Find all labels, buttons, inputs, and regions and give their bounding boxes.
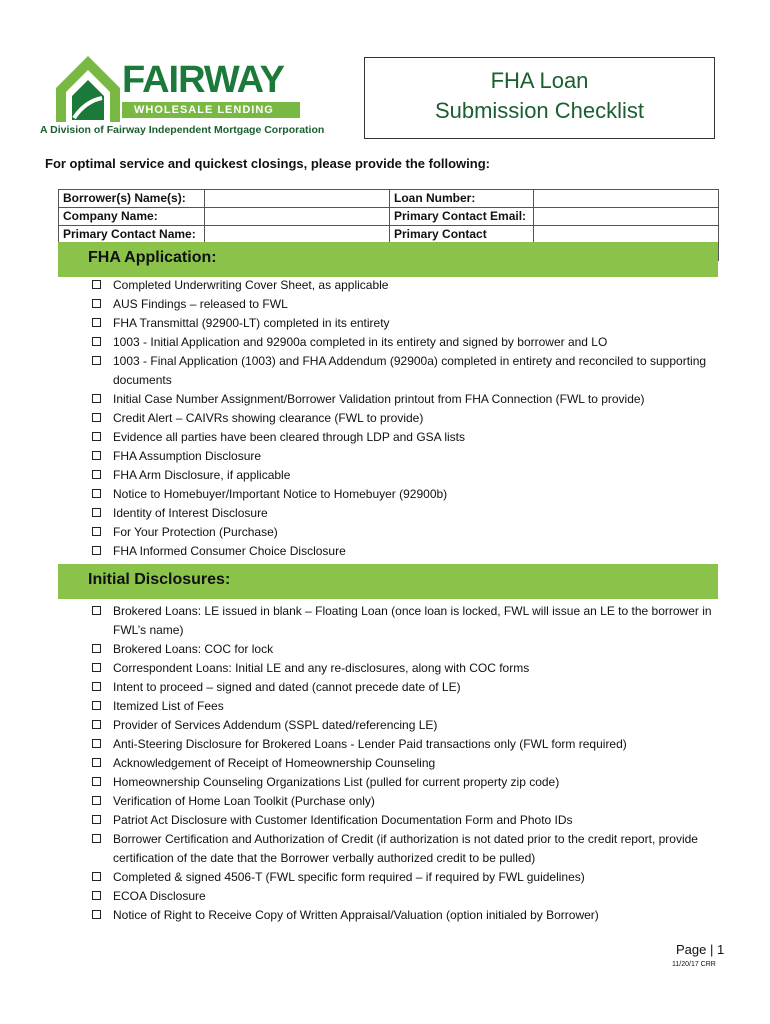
checklist-item-label: Borrower Certification and Authorization of Credit (if authorization is not dated prior to the credit report, provide certification of the date that the Borrower verbally authorized credit to be pulled)	[113, 832, 698, 865]
checklist-item-label: Initial Case Number Assignment/Borrower Validation printout from FHA Connection (FWL to provide)	[113, 392, 645, 406]
intro-text: For optimal service and quickest closings, please provide the following:	[45, 156, 490, 171]
checklist-item	[92, 716, 732, 735]
checkbox[interactable]	[92, 720, 101, 729]
checkbox[interactable]	[92, 356, 101, 365]
checkbox[interactable]	[92, 739, 101, 748]
logo-tagline: A Division of Fairway Independent Mortgage Corporation	[40, 124, 325, 136]
checklist-item-label: Evidence all parties have been cleared through LDP and GSA lists	[113, 430, 465, 444]
fha-application-checklist	[92, 276, 732, 561]
info-label-email: Primary Contact Email:	[390, 208, 534, 226]
info-label-borrower: Borrower(s) Name(s):	[59, 190, 205, 208]
checklist-item	[92, 640, 732, 659]
checklist-item-label: Completed Underwriting Cover Sheet, as applicable	[113, 278, 389, 292]
company-name-field[interactable]	[205, 208, 390, 226]
checklist-item	[92, 735, 732, 754]
checkbox[interactable]	[92, 432, 101, 441]
checklist-item-label: Credit Alert – CAIVRs showing clearance (FWL to provide)	[113, 411, 424, 425]
checkbox[interactable]	[92, 872, 101, 881]
checkbox[interactable]	[92, 758, 101, 767]
checkbox[interactable]	[92, 451, 101, 460]
info-label-loan-number: Loan Number:	[390, 190, 534, 208]
checklist-item-label: Identity of Interest Disclosure	[113, 506, 268, 520]
checklist-item-label: Notice of Right to Receive Copy of Written Appraisal/Valuation (option initialed by Borrower)	[113, 908, 599, 922]
checkbox[interactable]	[92, 796, 101, 805]
checklist-item	[92, 868, 732, 887]
checklist-item	[92, 504, 732, 523]
checklist-item	[92, 773, 732, 792]
checkbox[interactable]	[92, 546, 101, 555]
info-label-phone: Primary Contact	[390, 226, 534, 261]
checkbox[interactable]	[92, 470, 101, 479]
checklist-item	[92, 352, 732, 390]
checklist-item	[92, 602, 732, 640]
checklist-item-label: Homeownership Counseling Organizations List (pulled for current property zip code)	[113, 775, 560, 789]
logo-subtitle: WHOLESALE LENDING	[134, 104, 274, 116]
checklist-item-label: FHA Assumption Disclosure	[113, 449, 262, 463]
checklist-item	[92, 811, 732, 830]
checkbox[interactable]	[92, 644, 101, 653]
info-label-contact-name: Primary Contact Name:	[59, 226, 205, 261]
checklist-title-box	[364, 57, 715, 139]
checkbox[interactable]	[92, 280, 101, 289]
checklist-item	[92, 542, 732, 561]
checkbox[interactable]	[92, 682, 101, 691]
info-label-company: Company Name:	[59, 208, 205, 226]
checklist-item-label: Brokered Loans: LE issued in blank – Floating Loan (once loan is locked, FWL will issue an LE to the borrower in FWL’s name)	[113, 604, 712, 637]
checklist-item	[92, 409, 732, 428]
checklist-item-label: AUS Findings – released to FWL	[113, 297, 288, 311]
checkbox[interactable]	[92, 394, 101, 403]
checklist-item	[92, 830, 732, 868]
checklist-item-label: Notice to Homebuyer/Important Notice to Homebuyer (92900b)	[113, 487, 448, 501]
initial-disclosures-checklist	[92, 602, 732, 925]
revision-code: 11/20/17 CRR	[672, 961, 716, 968]
borrower-name-field[interactable]	[205, 190, 390, 208]
checklist-item-label: 1003 - Initial Application and 92900a completed in its entirety and signed by borrower and LO	[113, 335, 608, 349]
contact-email-field[interactable]	[534, 208, 719, 226]
checklist-item-label: Intent to proceed – signed and dated (cannot precede date of LE)	[113, 680, 461, 694]
checklist-item	[92, 792, 732, 811]
checkbox[interactable]	[92, 606, 101, 615]
checklist-item-label: Anti-Steering Disclosure for Brokered Loans - Lender Paid transactions only (FWL form required)	[113, 737, 627, 751]
logo-wordmark: FAIRWAY	[122, 59, 284, 101]
checklist-item-label: Acknowledgement of Receipt of Homeownership Counseling	[113, 756, 436, 770]
title-line-1: FHA Loan	[490, 68, 589, 93]
checklist-item	[92, 485, 732, 504]
checklist-item	[92, 447, 732, 466]
house-logo-icon	[52, 52, 122, 124]
checklist-item	[92, 428, 732, 447]
checkbox[interactable]	[92, 508, 101, 517]
checklist-item-label: FHA Informed Consumer Choice Disclosure	[113, 544, 346, 558]
checklist-item-label: Itemized List of Fees	[113, 699, 224, 713]
section-heading: Initial Disclosures:	[88, 571, 231, 588]
checklist-item-label: FHA Arm Disclosure, if applicable	[113, 468, 291, 482]
checklist-item	[92, 523, 732, 542]
checklist-item-label: Brokered Loans: COC for lock	[113, 642, 274, 656]
checkbox[interactable]	[92, 777, 101, 786]
checkbox[interactable]	[92, 318, 101, 327]
checklist-item-label: Verification of Home Loan Toolkit (Purchase only)	[113, 794, 375, 808]
checkbox[interactable]	[92, 299, 101, 308]
checklist-item	[92, 906, 732, 925]
checklist-item	[92, 754, 732, 773]
checklist-item	[92, 887, 732, 906]
checkbox[interactable]	[92, 815, 101, 824]
checkbox[interactable]	[92, 910, 101, 919]
checklist-item-label: Completed & signed 4506-T (FWL specific form required – if required by FWL guidelines)	[113, 870, 585, 884]
section-header-fha-application	[58, 242, 718, 277]
section-heading: FHA Application:	[88, 249, 217, 266]
checklist-item-label: ECOA Disclosure	[113, 889, 206, 903]
checklist-item	[92, 697, 732, 716]
checkbox[interactable]	[92, 413, 101, 422]
checkbox[interactable]	[92, 701, 101, 710]
checklist-item-label: Provider of Services Addendum (SSPL dated/referencing LE)	[113, 718, 438, 732]
checkbox[interactable]	[92, 663, 101, 672]
section-header-initial-disclosures	[58, 564, 718, 599]
checklist-item	[92, 466, 732, 485]
checklist-item	[92, 314, 732, 333]
checklist-item	[92, 659, 732, 678]
checklist-item-label: FHA Transmittal (92900-LT) completed in its entirety	[113, 316, 390, 330]
checklist-item	[92, 390, 732, 409]
checklist-item	[92, 333, 732, 352]
checklist-item	[92, 295, 732, 314]
checkbox[interactable]	[92, 337, 101, 346]
checklist-item	[92, 678, 732, 697]
checkbox[interactable]	[92, 834, 101, 843]
checkbox[interactable]	[92, 527, 101, 536]
loan-number-field[interactable]	[534, 190, 719, 208]
fairway-logo	[40, 50, 325, 140]
checklist-item-label: Correspondent Loans: Initial LE and any re-disclosures, along with COC forms	[113, 661, 530, 675]
checklist-item	[92, 276, 732, 295]
checkbox[interactable]	[92, 891, 101, 900]
checkbox[interactable]	[92, 489, 101, 498]
checklist-item-label: Patriot Act Disclosure with Customer Identification Documentation Form and Photo IDs	[113, 813, 573, 827]
page-number: Page | 1	[676, 942, 725, 957]
checklist-item-label: For Your Protection (Purchase)	[113, 525, 278, 539]
title-line-2: Submission Checklist	[434, 98, 645, 123]
checklist-item-label: 1003 - Final Application (1003) and FHA Addendum (92900a) completed in entirety and reconciled to supporting documents	[113, 354, 707, 387]
